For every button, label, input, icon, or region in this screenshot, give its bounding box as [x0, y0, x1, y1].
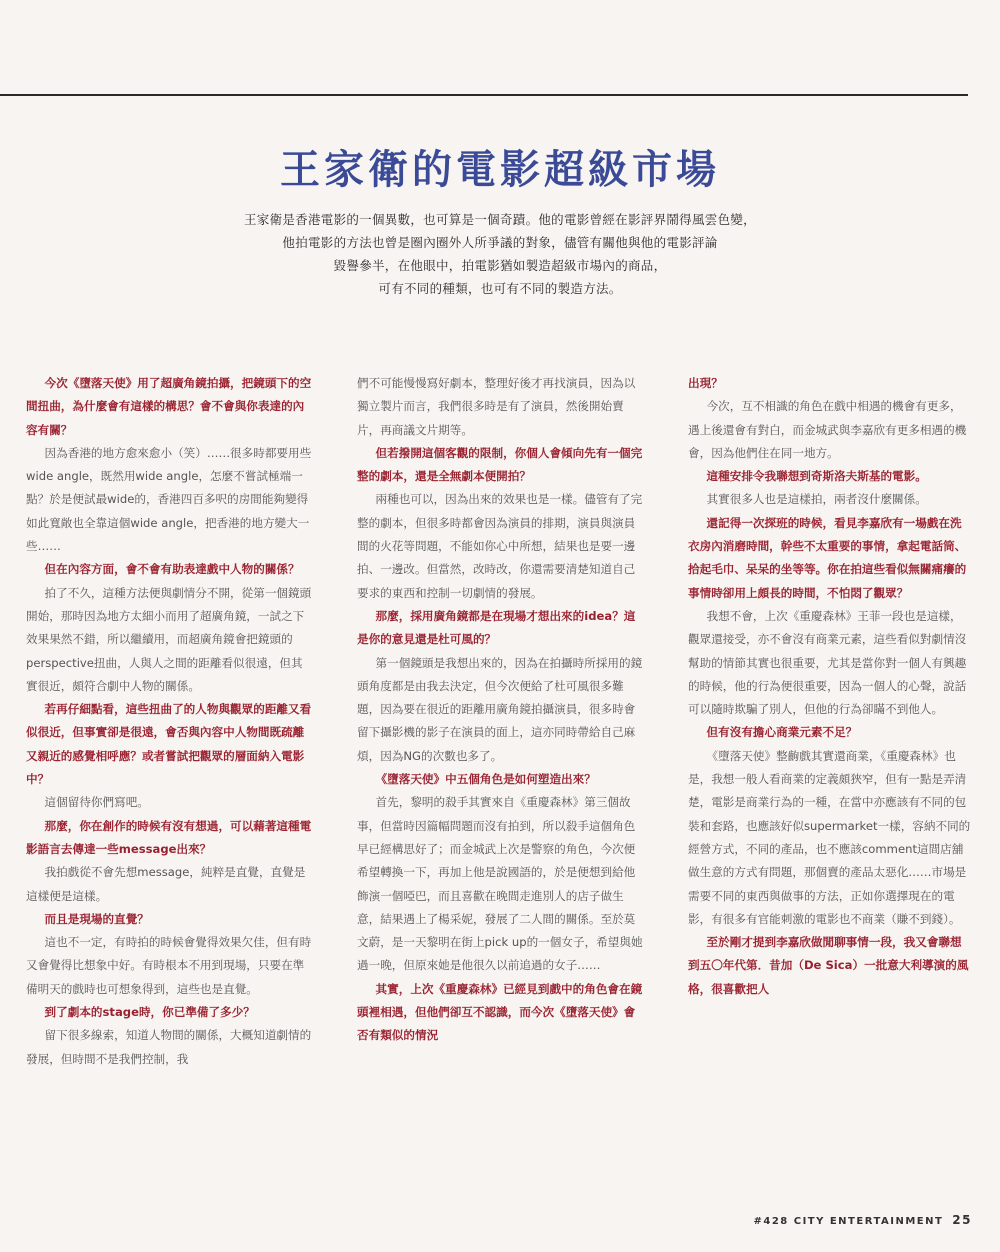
answer-paragraph: 第一個鏡頭是我想出來的，因為在拍攝時所採用的鏡頭角度都是由我去決定，但今次便給了杜可風很多難題，因為要在很近的距離用廣角鏡拍攝演員，很多時會留下攝影機的影子在演員的面上，這亦同時帶給自己麻煩，因為NG的次數也多了。 [357, 655, 643, 763]
question-paragraph: 但有沒有擔心商業元素不足？ [706, 725, 858, 740]
intro-paragraph [0, 208, 1000, 300]
question-paragraph: 但若撥開這個客觀的限制，你個人會傾向先有一個完整的劇本，還是全無劇本便開拍？ [357, 445, 643, 484]
question-paragraph: 到了劇本的stage時，你已準備了多少？ [44, 1005, 255, 1020]
header-rule [0, 94, 968, 96]
answer-paragraph: 今次，互不相識的角色在戲中相遇的機會有更多，遇上後還會有對白，而金城武與李嘉欣有更多相遇的機會，因為他們住在同一地方。 [688, 399, 967, 460]
question-paragraph: 那麼，你在創作的時候有沒有想過，可以藉著這種電影語言去傳達一些message出來？ [26, 818, 312, 856]
question-paragraph: 而且是現場的直覺？ [44, 911, 149, 926]
text-column-1 [26, 372, 312, 1071]
question-paragraph: 這種安排令我聯想到奇斯洛夫斯基的電影。 [706, 469, 927, 484]
answer-paragraph: 因為香港的地方愈來愈小（笑）……很多時都要用些wide angle，既然用wide angle，怎麼不嘗試極端一點？於是便試最wide的，香港四百多呎的房間能夠變得如此寬敞也全靠這個wide angle，把香港的地方變大一些…… [26, 445, 312, 554]
page-footer [754, 1213, 972, 1227]
text-column-3 [688, 372, 972, 1001]
question-paragraph: 至於剛才提到李嘉欣做閒聊事情一段，我又會聯想到五〇年代第．昔加（De Sica）一批意大利導演的風格，很喜歡把人 [688, 935, 969, 996]
intro-line: 毀譽參半，在他眼中，拍電影猶如製造超級市場內的商品， [333, 258, 667, 273]
issue-label: #428 CITY ENTERTAINMENT [753, 1216, 944, 1227]
answer-paragraph: 們不可能慢慢寫好劇本，整理好後才再找演員，因為以獨立製片而言，我們很多時是有了演員，然後開始賣片，再商議文片期等。 [357, 376, 636, 437]
intro-line: 王家衛是香港電影的一個異數，也可算是一個奇蹟。他的電影曾經在影評界鬧得風雲色變， [243, 212, 756, 227]
answer-paragraph: 其實很多人也是這樣拍，兩者沒什麼關係。 [706, 492, 927, 507]
article-title: 王家衛的電影超級市場 [280, 146, 720, 193]
question-paragraph: 出現？ [688, 376, 723, 390]
question-paragraph: 若再仔細點看，這些扭曲了的人物與觀眾的距離又看似很近，但事實卻是很遠，會否與內容中人物間既疏離又親近的感覺相呼應？或者嘗試把觀眾的層面納入電影中？ [26, 702, 312, 787]
page-number: 25 [952, 1213, 972, 1227]
question-paragraph: 今次《墮落天使》用了超廣角鏡拍攝，把鏡頭下的空間扭曲，為什麼會有這樣的構思？會不會與你表達的內容有關？ [26, 376, 312, 437]
question-paragraph: 還記得一次探班的時候，看見李嘉欣有一場戲在洗衣房內消磨時間，幹些不太重要的事情，拿起電話筒、拾起毛巾、呆呆的坐等等。你在拍這些看似無關痛癢的事情時卻用上頗長的時間，不怕悶了觀眾？ [688, 515, 967, 600]
answer-paragraph: 拍了不久，這種方法便與劇情分不開，從第一個鏡頭開始，那時因為地方太細小而用了超廣角鏡，一試之下效果果然不錯，所以繼續用，而超廣角鏡會把鏡頭的perspective扭曲，人與人之間的距離看似很遠，但其實很近，頗符合劇中人物的關係。 [26, 585, 312, 693]
question-paragraph: 其實，上次《重慶森林》已經見到戲中的角色會在鏡頭裡相遇，但他們卻互不認識，而今次《墮落天使》會否有類似的情況 [357, 981, 643, 1043]
text-column-2 [357, 372, 643, 1048]
intro-line: 可有不同的種類，也可有不同的製造方法。 [378, 281, 622, 296]
answer-paragraph: 《墮落天使》整齣戲其實還商業，《重慶森林》也是，我想一般人看商業的定義頗狹窄，但有一點是弄清楚，電影是商業行為的一種，在當中亦應該有不同的包裝和套路，也應該好似supermarket一樣，容納不同的經營方式，不同的產品，也不應該comment這間店舖做生意的方式有問題，那個賣的產品太惡化……市場是需要不同的東西與做事的方法，正如你選擇現在的電影，有很多有官能刺激的電影也不商業（賺不到錢）。 [688, 748, 971, 926]
answer-paragraph: 我拍戲從不會先想message，純粹是直覺，直覺是這樣便是這樣。 [26, 865, 306, 903]
intro-line: 他拍電影的方法也曾是圈內圈外人所爭議的對象，儘管有關他與他的電影評論 [282, 235, 718, 250]
answer-paragraph: 這也不一定，有時拍的時候會覺得效果欠佳，但有時又會覺得比想象中好。有時根本不用到現場，只要在準備明天的戲時也可想象得到，這些也是直覺。 [26, 935, 312, 996]
answer-paragraph: 首先，黎明的殺手其實來自《重慶森林》第三個故事，但當時因篇幅問題而沒有拍到，所以殺手這個角色早已經構思好了；而金城武上次是警察的角色，今次便希望轉換一下，再加上他是說國語的，於是便想到給他飾演一個啞巴，而且喜歡在晚間走進別人的店子做生意，結果遇上了楊采妮，發展了二人間的關係。至於莫文蔚，是一天黎明在街上pick up的一個女子，希望與她過一晚，但原來她是他很久以前追過的女子…… [357, 795, 643, 973]
answer-paragraph: 這個留待你們寫吧。 [44, 795, 149, 810]
question-paragraph: 但在內容方面，會不會有助表達戲中人物的關係？ [44, 562, 300, 577]
answer-paragraph: 留下很多線索，知道人物間的關係，大概知道劇情的發展，但時間不是我們控制，我 [26, 1028, 312, 1066]
answer-paragraph: 兩種也可以，因為出來的效果也是一樣。儘管有了完整的劇本，但很多時都會因為演員的排期，演員與演員間的火花等問題，不能如你心中所想，結果也是要一邊拍、一邊改。但當然，改時改，你還需要清楚知道自己要求的東西和控制一切劇情的發展。 [357, 492, 643, 600]
question-paragraph: 那麼，採用廣角鏡都是在現場才想出來的idea？這是你的意見還是杜可風的？ [357, 608, 636, 647]
question-paragraph: 《墮落天使》中五個角色是如何塑造出來？ [375, 772, 596, 787]
answer-paragraph: 我想不會，上次《重慶森林》王菲一段也是這樣，觀眾還接受，亦不會沒有商業元素，這些看似對劇情沒幫助的情節其實也很重要，尤其是當你對一個人有興趣的時候，他的行為便很重要，因為一個人的心聲，說話可以隨時欺騙了別人，但他的行為卻瞞不到他人。 [688, 608, 967, 717]
